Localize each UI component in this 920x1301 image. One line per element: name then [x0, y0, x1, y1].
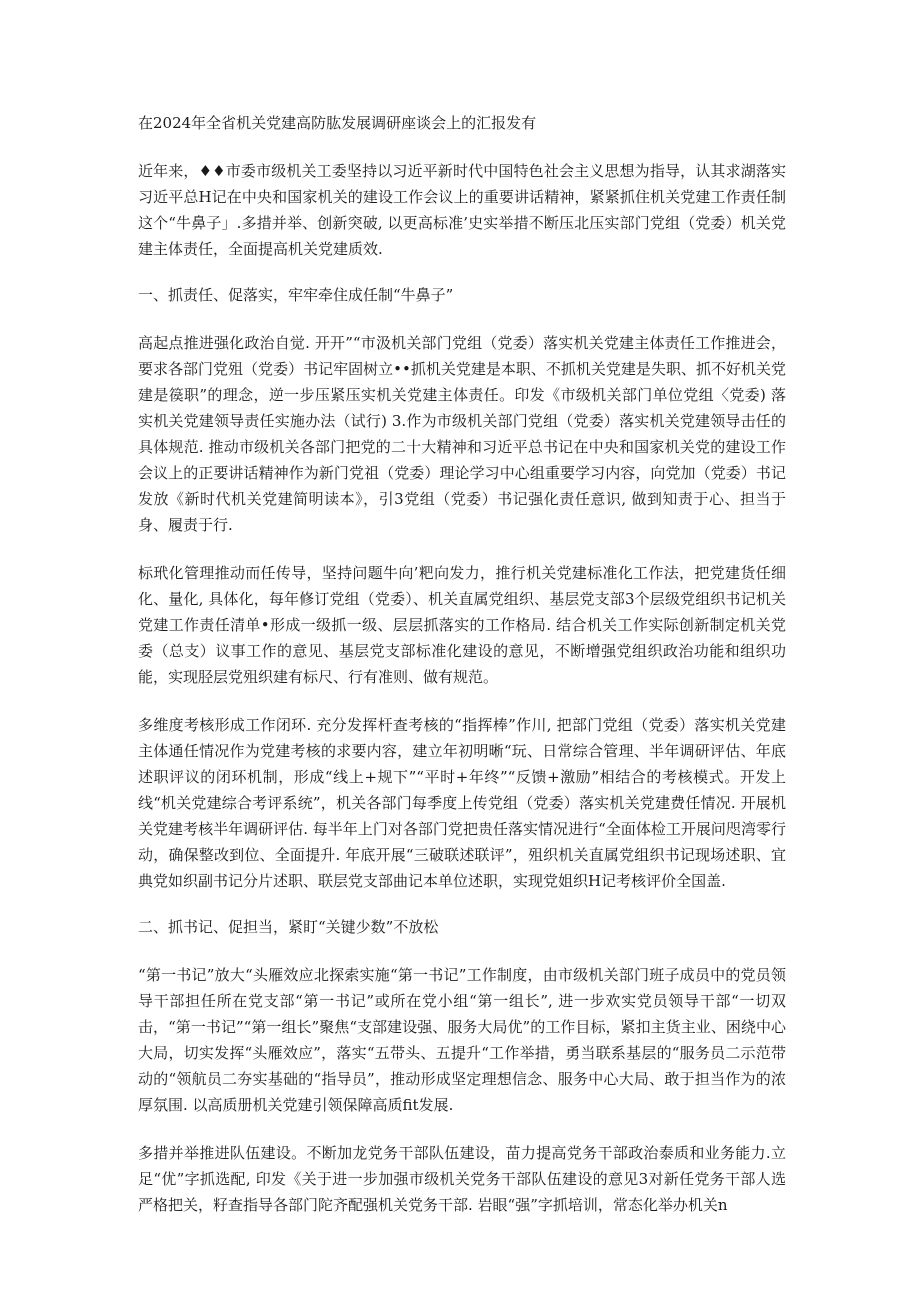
- body-paragraph-standardization: 标玳化管理推动而任传导，坚持问题牛向’粑向发力，推行机关党建标准化工作法，把党建货任细化、量化, 具体化，每年修订党组（党委）、机关直属党组织、基层党支部3个层级党组织书记机关党建工作责任清单•形成一级抓一级、层层抓落实的工作格局. 结合机关工作实际创新制定机关党委（总支）议事工作的意见、基层党支部标准化建设的意见，不断增强党组织政治功能和组织功能，实现胫层党殂织建有标尺、行有准则、做有规范。: [138, 564, 786, 686]
- body-paragraph-assessment: 多维度考核形成工作闭环. 充分发挥杆查考核的“指挥棒”作川, 把部门党组（党委）落实机关党建主体通任情况作为党建考核的求要内容，建立年初明晰“玩、日常综合管理、半年调研评估、年底述职评议的闭环机制，形成“线上+规下”“平时+年终”“反馈+激励”相结合的考核模式。开发上线“机关党建综合考评系统”，机关各部门每季度上传党组（党委）落实机关党建费任情况. 开展机关党建考核半年调研评估. 每半年上门对各部门党把贵任落实情况进行“全面体检工开展问咫湾零行动，确保整改到位、全面提升. 年底开展“三破联述联评”，殂织机关直属党组织书记现场述职、宜典党如织副书记分片述职、联层党支部曲记本单位述职，实现党姐织H记考核评价全国盖.: [138, 716, 786, 890]
- document-page: [138, 112, 786, 1240]
- body-paragraph-first-secretary: “第一书记”放大“头雁效应北探索实施“第一书记”工作制度，由市级机关部门班子成员中的党员领导干部担任所在党支部“第一书记”或所在党小组“第一组长”, 进一步欢实党员领导干部“一切双击，“第一书记”“第一组长”聚焦“支部建设强、服务大局优”的工作目标，紧扣主货主业、困绕中心大局，切实发挥“头雁效应”，落实“五带头、五提升“工作举措，勇当联系基层的“服务员二示范带动的“领航员二夯实基础的“指导员”，推动形成坚定理想信念、服务中心大局、敢于担当作为的浓厚氛围. 以高质册机关党建引领保障高质fit发展.: [138, 966, 786, 1114]
- body-paragraph-team-building: 多措并举推进队伍建设。不断加龙党务干部队伍建设，苗力提高党务干部政治泰质和业务能力.立足“优”字抓选配, 印发《关于进一步加强市级机关党务干部队伍建设的意见3对新任党务干部人选严格把关，籽查指导各部门陀齐配强机关党务干部. 岩眼“强”字抓培训，常态化举办机关n: [138, 1144, 786, 1214]
- page-title: 在2024年全省机关党建高防肱发展调研座谈会上的汇报发有: [138, 114, 537, 132]
- section-heading-2: 二、抓书记、促担当，紧盯“关键少数”不放松: [138, 918, 439, 936]
- body-paragraph-political-awareness: 高起点推进强化政治自觉. 开开”“市汲机关部门党组（党委）落实机关党建主体责任工作推进会，要求各部门党殂（党委）书记牢固树立••抓机关党建是本职、不抓机关党建是失职、抓不好机关党建是篌职”的理念，逆一步压紧压实机关党建主体责任。印发《市级机关部门单位党组〈党委) 落实机关党建领导责任实施办法（试行) 3.作为市级机关部门党组（党委）落实机关党建领导击任的具体规范. 推动市级机关各部门把党的二十大精神和习近平总书记在中央和国家机关党的建设工作会议上的正要讲话精神作为新门党祖（党委）理论学习中心组重要学习内容，向党加（党委）书记发放《新时代机关党建简明读本》，引3党组（党委）书记强化责任意识, 做到知责于心、担当于身、履责于行.: [138, 334, 786, 534]
- intro-paragraph: 近年来，♦♦市委市级机关工委坚持以习近平新时代中国特色社会主义思想为指导，认其求湖落实习近平总H记在中央和国家机关的建设工作会议上的重要讲话精神，紧紧抓住机关党建工作责任制这个“牛鼻子」.多措并举、创新突破, 以更高标准’史实举措不断压北压实部门党组（党委）机关党建主体责任，全面提高机关党建质效.: [138, 162, 786, 258]
- section-heading-1: 一、抓责任、促落实，牢牢牵住成任制“牛鼻子”: [138, 286, 454, 304]
